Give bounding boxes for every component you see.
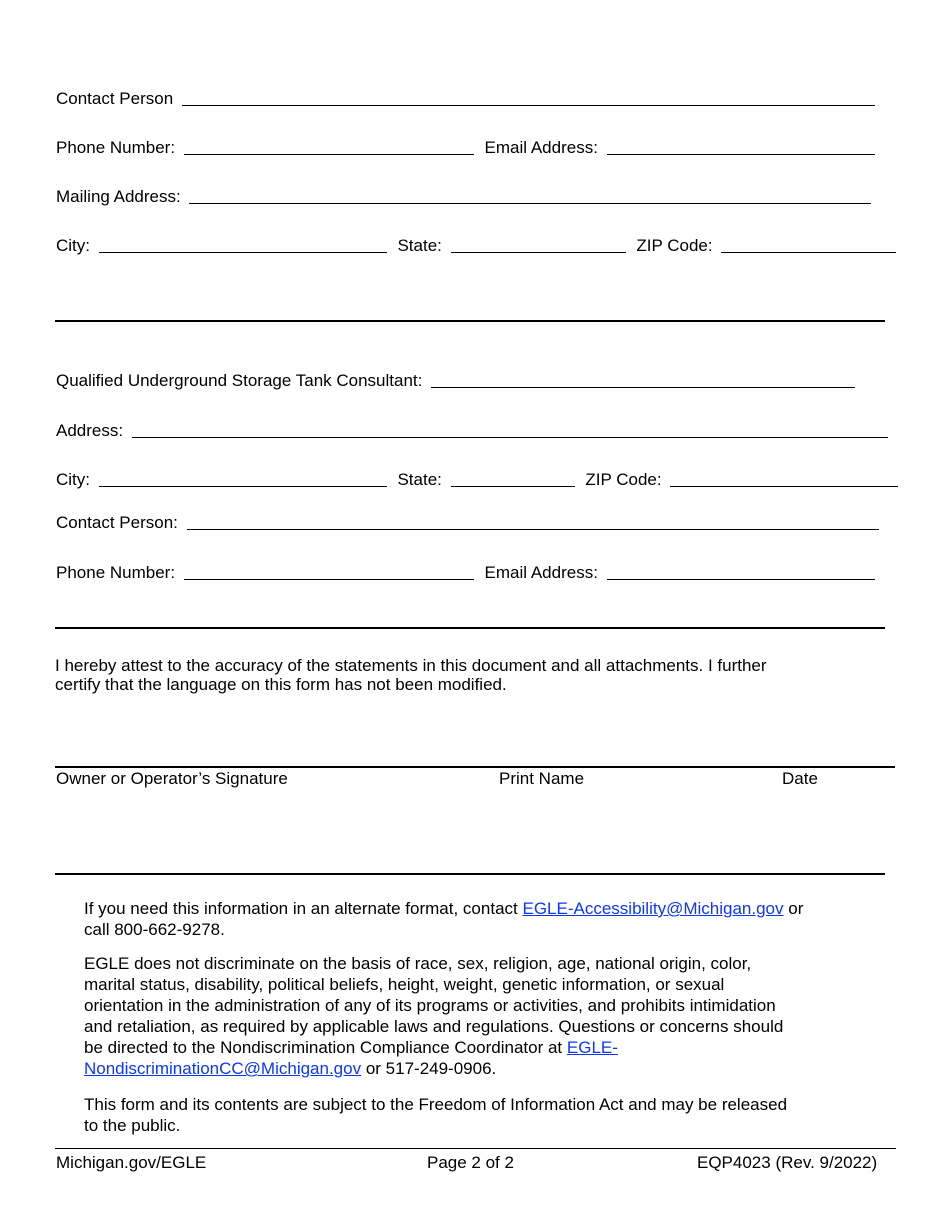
- consultant-state-field[interactable]: [451, 471, 575, 485]
- accessibility-email-link[interactable]: EGLE-Accessibility@Michigan.gov: [522, 899, 784, 918]
- zip-code-label: ZIP Code:: [636, 236, 713, 255]
- contact-person-label: Contact Person: [56, 89, 174, 108]
- accessibility-phone: call 800-662-9278.: [84, 920, 225, 939]
- footer-page-number: Page 2 of 2: [427, 1153, 514, 1172]
- consultant-contact-field[interactable]: [187, 514, 879, 528]
- accessibility-notice: [84, 898, 884, 940]
- city-field[interactable]: [99, 237, 387, 251]
- consultant-zip-code-label: ZIP Code:: [585, 470, 662, 489]
- zip-code-field[interactable]: [721, 237, 896, 251]
- footer-website: Michigan.gov/EGLE: [56, 1153, 207, 1172]
- attestation-statement: [55, 656, 855, 694]
- consultant-address-label: Address:: [56, 421, 124, 440]
- state-field[interactable]: [451, 237, 626, 251]
- nondiscrimination-line: marital status, disability, political beliefs, height, weight, genetic information, or sexual: [84, 975, 725, 994]
- phone-number-field[interactable]: [184, 139, 474, 153]
- consultant-contact-label: Contact Person:: [56, 513, 178, 532]
- phone-number-label: Phone Number:: [56, 138, 176, 157]
- contact-person-field[interactable]: [182, 90, 875, 104]
- consultant-email-field[interactable]: [607, 564, 875, 578]
- owner-phone-email-row: [56, 138, 875, 158]
- nondiscrimination-line: EGLE does not discriminate on the basis of race, sex, religion, age, national origin, color,: [84, 954, 752, 973]
- foia-notice: [84, 1094, 884, 1136]
- footer-form-id: EQP4023 (Rev. 9/2022): [697, 1153, 878, 1172]
- consultant-address-row: [56, 421, 888, 441]
- nondiscrimination-line: and retaliation, as required by applicable laws and regulations. Questions or concerns should: [84, 1017, 784, 1036]
- city-label: City:: [56, 236, 90, 255]
- section-divider: [55, 873, 885, 875]
- nondiscrimination-email-link[interactable]: EGLE-: [566, 1038, 618, 1057]
- signature-label: Owner or Operator’s Signature: [56, 769, 288, 788]
- consultant-phone-label: Phone Number:: [56, 563, 176, 582]
- owner-mailing-address-row: [56, 187, 871, 207]
- print-name-label: Print Name: [499, 769, 585, 788]
- consultant-contact-row: [56, 513, 879, 533]
- consultant-city-state-zip-row: [56, 470, 898, 490]
- consultant-state-label: State:: [397, 470, 442, 489]
- mailing-address-label: Mailing Address:: [56, 187, 181, 206]
- owner-contact-person-row: [56, 89, 875, 109]
- section-divider: [55, 320, 885, 322]
- date-label: Date: [782, 769, 818, 788]
- foia-line: This form and its contents are subject to the Freedom of Information Act and may be released: [84, 1095, 788, 1114]
- consultant-address-field[interactable]: [132, 422, 888, 436]
- nondiscrimination-email-link-continued[interactable]: NondiscriminationCC@Michigan.gov: [84, 1059, 362, 1078]
- email-address-field[interactable]: [607, 139, 875, 153]
- accessibility-text: or: [788, 899, 804, 918]
- consultant-city-field[interactable]: [99, 471, 387, 485]
- consultant-phone-field[interactable]: [184, 564, 474, 578]
- attestation-line: certify that the language on this form has not been modified.: [55, 675, 507, 694]
- consultant-city-label: City:: [56, 470, 90, 489]
- owner-city-state-zip-row: [56, 236, 896, 256]
- nondiscrimination-line: be directed to the Nondiscrimination Compliance Coordinator at: [84, 1038, 563, 1057]
- signature-line[interactable]: [55, 766, 895, 768]
- section-divider: [55, 627, 885, 629]
- mailing-address-field[interactable]: [189, 188, 871, 202]
- foia-line: to the public.: [84, 1116, 181, 1135]
- email-address-label: Email Address:: [484, 138, 598, 157]
- consultant-phone-email-row: [56, 563, 875, 583]
- nondiscrimination-phone: or 517-249-0906.: [365, 1059, 497, 1078]
- consultant-field[interactable]: [431, 372, 855, 386]
- consultant-name-row: [56, 371, 855, 391]
- nondiscrimination-notice: [84, 953, 884, 1079]
- consultant-label: Qualified Underground Storage Tank Consultant:: [56, 371, 423, 390]
- footer-divider: [55, 1148, 896, 1149]
- attestation-line: I hereby attest to the accuracy of the statements in this document and all attachments. I further: [55, 656, 767, 675]
- state-label: State:: [397, 236, 442, 255]
- consultant-email-label: Email Address:: [484, 563, 598, 582]
- accessibility-text: If you need this information in an alternate format, contact: [84, 899, 518, 918]
- nondiscrimination-line: orientation in the administration of any of its programs or activities, and prohibits intimidation: [84, 996, 776, 1015]
- consultant-zip-code-field[interactable]: [670, 471, 898, 485]
